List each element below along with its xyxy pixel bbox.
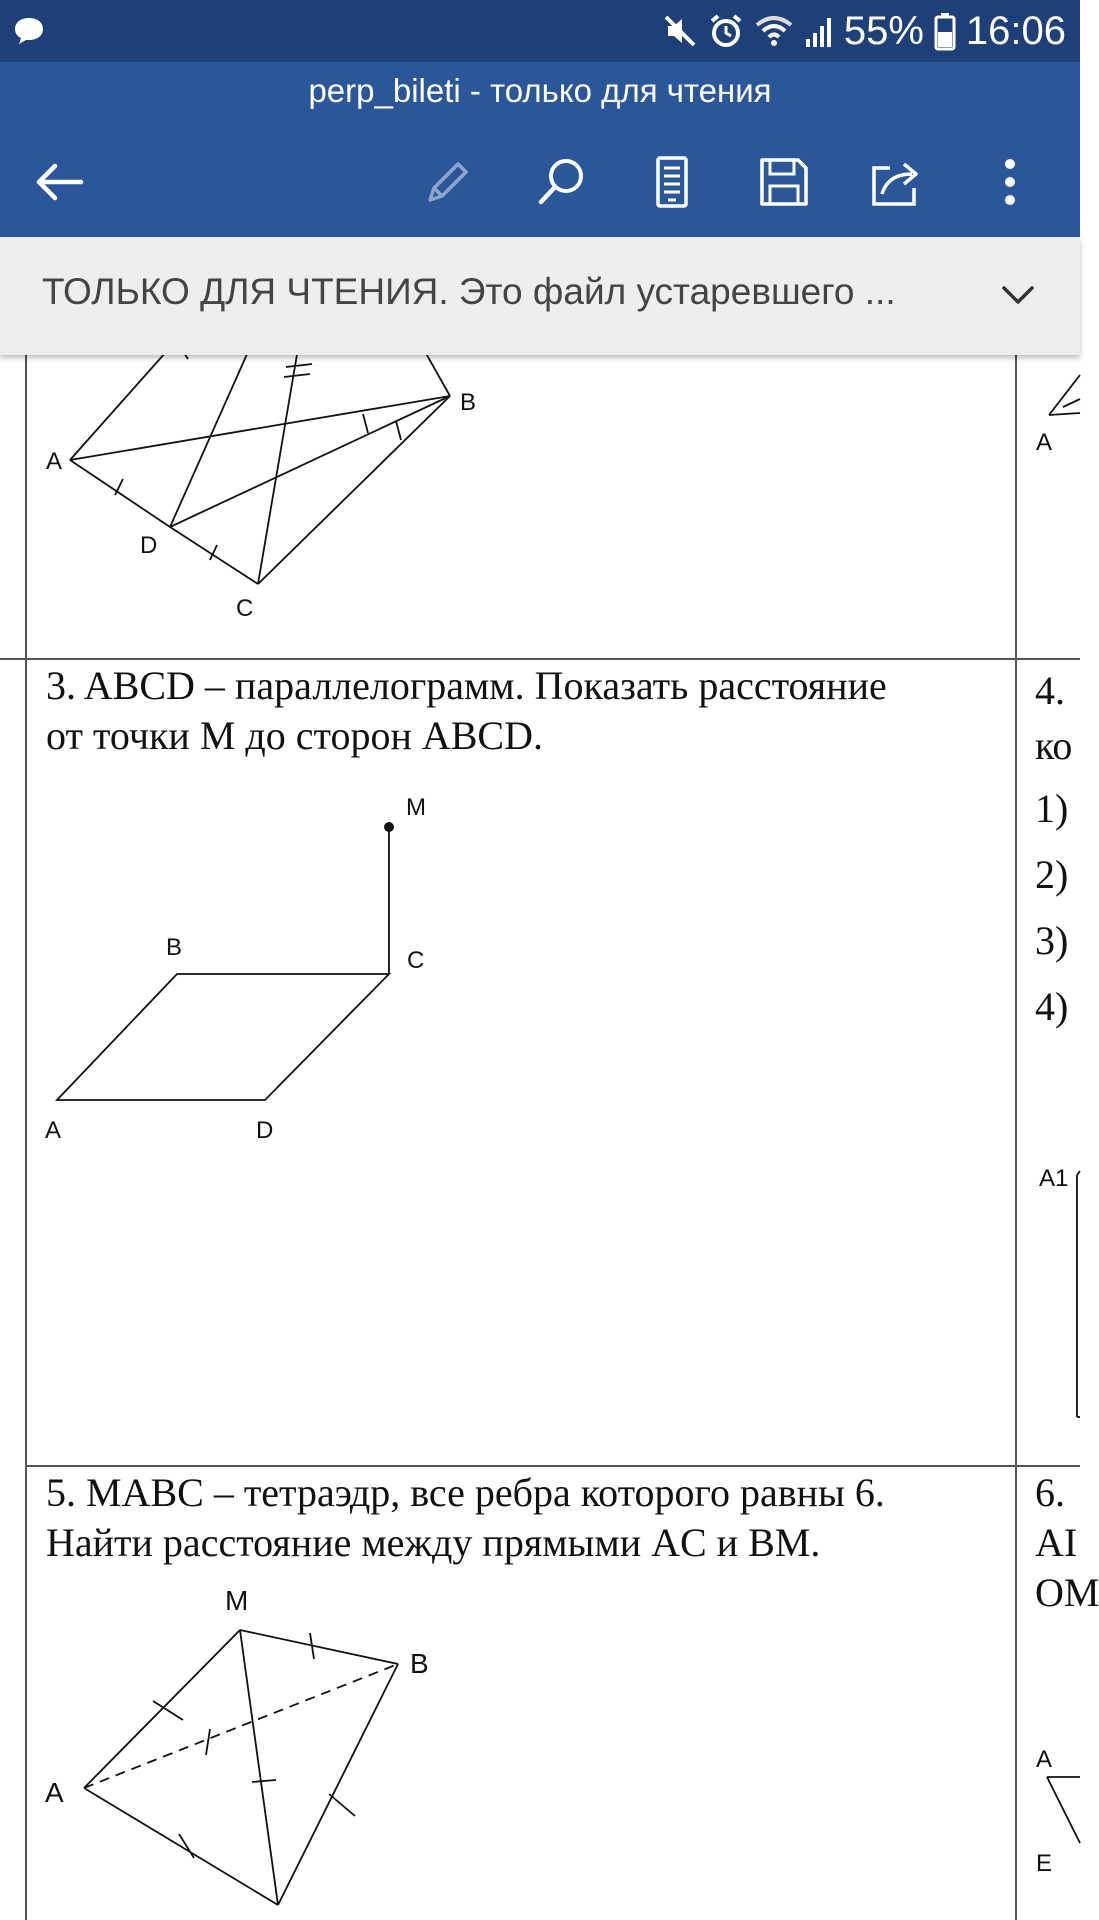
p5-label-a: A <box>45 1777 64 1808</box>
wifi-icon <box>754 13 794 49</box>
clock: 16:06 <box>965 8 1066 53</box>
problem-4-item-4: 4) <box>1035 984 1069 1029</box>
p6-label-e: E <box>1036 1850 1053 1877</box>
share-button[interactable] <box>861 147 931 217</box>
read-only-banner[interactable] <box>0 237 1080 355</box>
back-button[interactable] <box>24 147 94 217</box>
alarm-icon <box>708 13 744 49</box>
mute-icon <box>662 13 698 49</box>
problem-6-diagram-partial <box>1017 1735 1080 1920</box>
p6-label-a: A <box>1036 1746 1053 1773</box>
problem-4-line-2: ко <box>1035 723 1073 768</box>
table-row-divider-2 <box>25 1465 1080 1467</box>
battery-percent: 55% <box>843 8 924 53</box>
problem-6-line-1: 6. <box>1035 1470 1065 1515</box>
status-bar <box>0 0 1080 62</box>
p3-label-c: C <box>407 947 425 974</box>
signal-icon <box>804 13 834 49</box>
search-icon <box>533 154 589 210</box>
problem-6-line-2: AI <box>1035 1520 1078 1565</box>
problem-3-diagram <box>30 755 470 1144</box>
problem-5-line-1: 5. MABC – тетраэдр, все ребра которого равны 6. <box>46 1470 885 1515</box>
fig1-label-c: C <box>236 595 254 622</box>
reading-view-button[interactable] <box>637 147 707 217</box>
problem-4-item-1: 1) <box>1035 786 1069 831</box>
battery-icon <box>934 12 956 50</box>
p3-label-d: D <box>256 1117 274 1144</box>
more-icon <box>982 154 1038 210</box>
chat-bubble-icon <box>12 14 46 48</box>
p4-label-a1: A1 <box>1039 1165 1069 1192</box>
figure-2-partial <box>1017 355 1080 655</box>
save-icon <box>756 154 812 210</box>
chevron-down-icon[interactable] <box>996 273 1040 317</box>
fig1-label-b: B <box>460 389 477 416</box>
p5-label-m: M <box>225 1585 249 1616</box>
search-button[interactable] <box>526 147 596 217</box>
problem-4-item-3: 3) <box>1035 918 1069 963</box>
problem-5-line-2: Найти расстояние между прямыми AC и BM. <box>46 1520 821 1565</box>
more-options-button[interactable] <box>975 147 1045 217</box>
figure-1-labels <box>30 355 510 655</box>
fig2-label-a: A <box>1036 429 1053 456</box>
banner-text: ТОЛЬКО ДЛЯ ЧТЕНИЯ. Это файл устаревшего ... <box>42 271 896 312</box>
problem-3-line-1: 3. ABCD – параллелограмм. Показать расстояние <box>46 663 887 708</box>
back-arrow-icon <box>31 154 87 210</box>
problem-5-tetrahedron <box>30 1567 470 1920</box>
fig1-label-a: A <box>46 448 63 475</box>
reading-view-icon <box>644 154 700 210</box>
document-canvas[interactable] <box>0 355 1099 1920</box>
fig1-label-d: D <box>140 532 158 559</box>
p3-label-m: M <box>406 794 426 821</box>
table-row-divider-1 <box>0 658 1080 660</box>
p5-label-b: B <box>410 1648 429 1679</box>
pencil-icon <box>420 154 476 210</box>
table-border-left <box>25 355 27 1920</box>
problem-4-diagram-partial <box>1017 1155 1080 1465</box>
problem-6-line-3: OM <box>1035 1570 1099 1615</box>
save-button[interactable] <box>749 147 819 217</box>
p3-label-b: B <box>166 934 183 961</box>
problem-4-line-1: 4. <box>1035 668 1065 713</box>
edit-button[interactable] <box>413 147 483 217</box>
problem-3-line-2: от точки М до сторон ABCD. <box>46 713 543 758</box>
share-icon <box>868 154 924 210</box>
p3-label-a: A <box>45 1117 62 1144</box>
problem-4-item-2: 2) <box>1035 852 1069 897</box>
document-title: perp_bileti - только для чтения <box>308 72 772 109</box>
app-bar <box>0 62 1080 237</box>
